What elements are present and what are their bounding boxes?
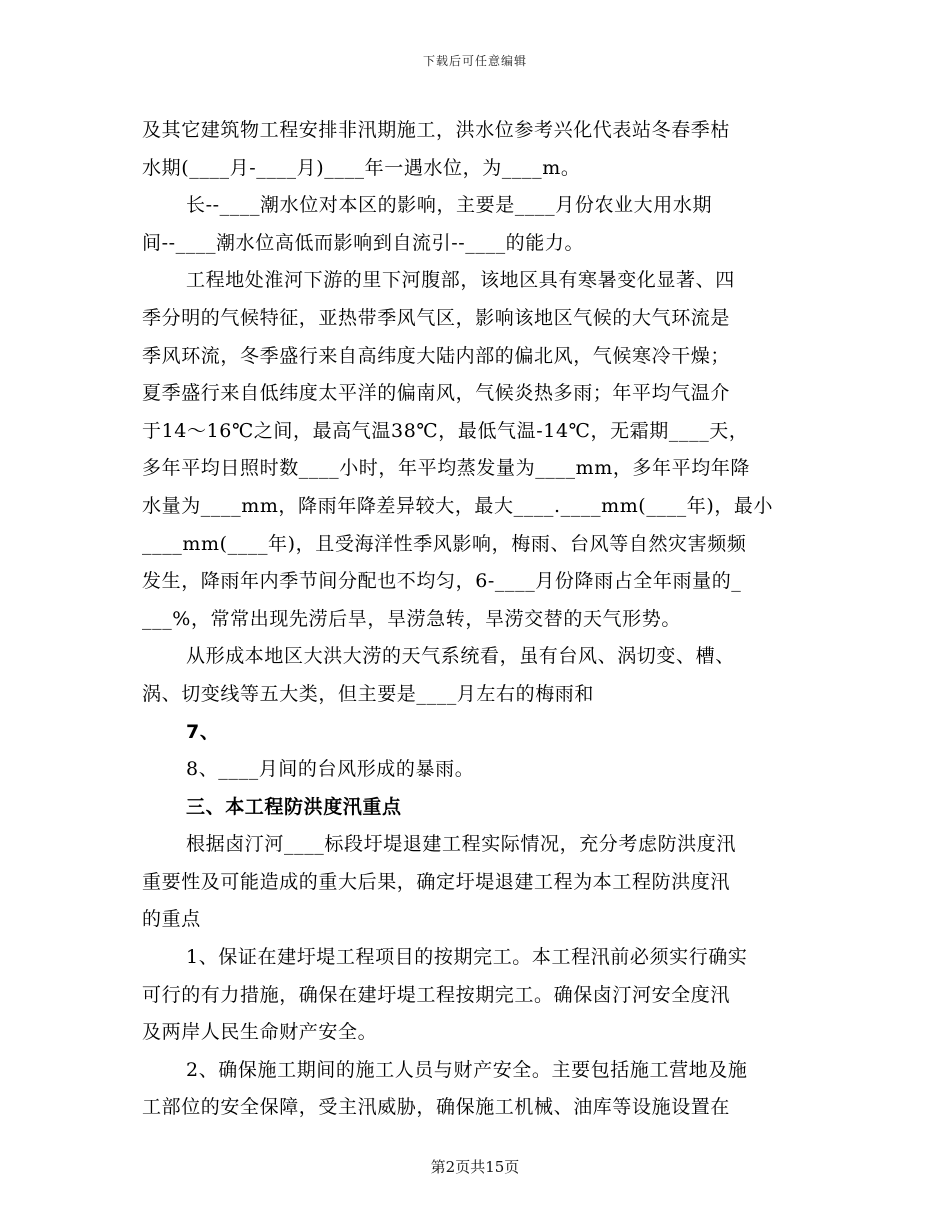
text-line: 1、保证在建圩堤工程项目的按期完工。本工程汛前必须实行确实 — [186, 946, 748, 969]
text-line: 季风环流，冬季盛行来自高纬度大陆内部的偏北风，气候寒冷干燥； — [142, 344, 731, 367]
text-line: 可行的有力措施，确保在建圩堤工程按期完工。确保卤汀河安全度汛 — [142, 983, 731, 1006]
text-line: 2、确保施工期间的施工人员与财产安全。主要包括施工营地及施 — [186, 1058, 748, 1081]
text-line: 工部位的安全保障，受主汛威胁，确保施工机械、油库等设施设置在 — [142, 1096, 731, 1119]
text-line: 工程地处淮河下游的里下河腹部，该地区具有寒暑变化显著、四 — [186, 269, 735, 292]
text-line: 于14～16℃之间，最高气温38℃，最低气温-14℃，无霜期____天， — [142, 419, 749, 442]
text-line: 夏季盛行来自低纬度太平洋的偏南风，气候炎热多雨；年平均气温介 — [142, 382, 731, 405]
document-body — [142, 112, 802, 1127]
text-line: 季分明的气候特征，亚热带季风气区，影响该地区气候的大气环流是 — [142, 306, 731, 329]
text-line: 及其它建筑物工程安排非汛期施工，洪水位参考兴化代表站冬春季枯 — [142, 119, 731, 141]
text-line: 涡、切变线等五大类，但主要是____月左右的梅雨和 — [142, 682, 595, 705]
text-line: 间--____潮水位高低而影响到自流引--____的能力。 — [142, 231, 585, 254]
text-line: 重要性及可能造成的重大后果，确定圩堤退建工程为本工程防洪度汛 — [142, 870, 731, 893]
header-note: 下载后可任意编辑 — [422, 54, 527, 68]
text-line: 水期(____月-____月)____年一遇水位，为____m。 — [142, 156, 581, 179]
text-line: 发生，降雨年内季节间分配也不均匀，6-____月份降雨占全年雨量的_ — [142, 570, 742, 593]
text-line: 的重点 — [142, 908, 201, 931]
list-item-8: 8、____月间的台风形成的暴雨。 — [186, 758, 475, 781]
text-line: 从形成本地区大洪大涝的天气系统看，虽有台风、涡切变、槽、 — [186, 645, 735, 668]
section-heading: 三、本工程防洪度汛重点 — [186, 795, 402, 818]
text-line: 及两岸人民生命财产安全。 — [142, 1021, 378, 1044]
list-number-7: 7、 — [186, 720, 220, 743]
page-number-footer: 第2页共15页 — [430, 1158, 520, 1176]
text-line: ___%，常常出现先涝后旱，旱涝急转，旱涝交替的天气形势。 — [142, 607, 681, 630]
text-line: 多年平均日照时数____小时，年平均蒸发量为____mm，多年平均年降 — [142, 457, 751, 480]
text-line: ____mm(____年)，且受海洋性季风影响，梅雨、台风等自然灾害频频 — [142, 532, 747, 555]
text-line: 根据卤汀河____标段圩堤退建工程实际情况，充分考虑防洪度汛 — [186, 833, 737, 856]
text-line: 水量为____mm，降雨年降差异较大，最大____.____mm(____年)，最小 — [142, 494, 774, 517]
text-line: 长--____潮水位对本区的影响，主要是____月份农业大用水期 — [186, 194, 713, 217]
